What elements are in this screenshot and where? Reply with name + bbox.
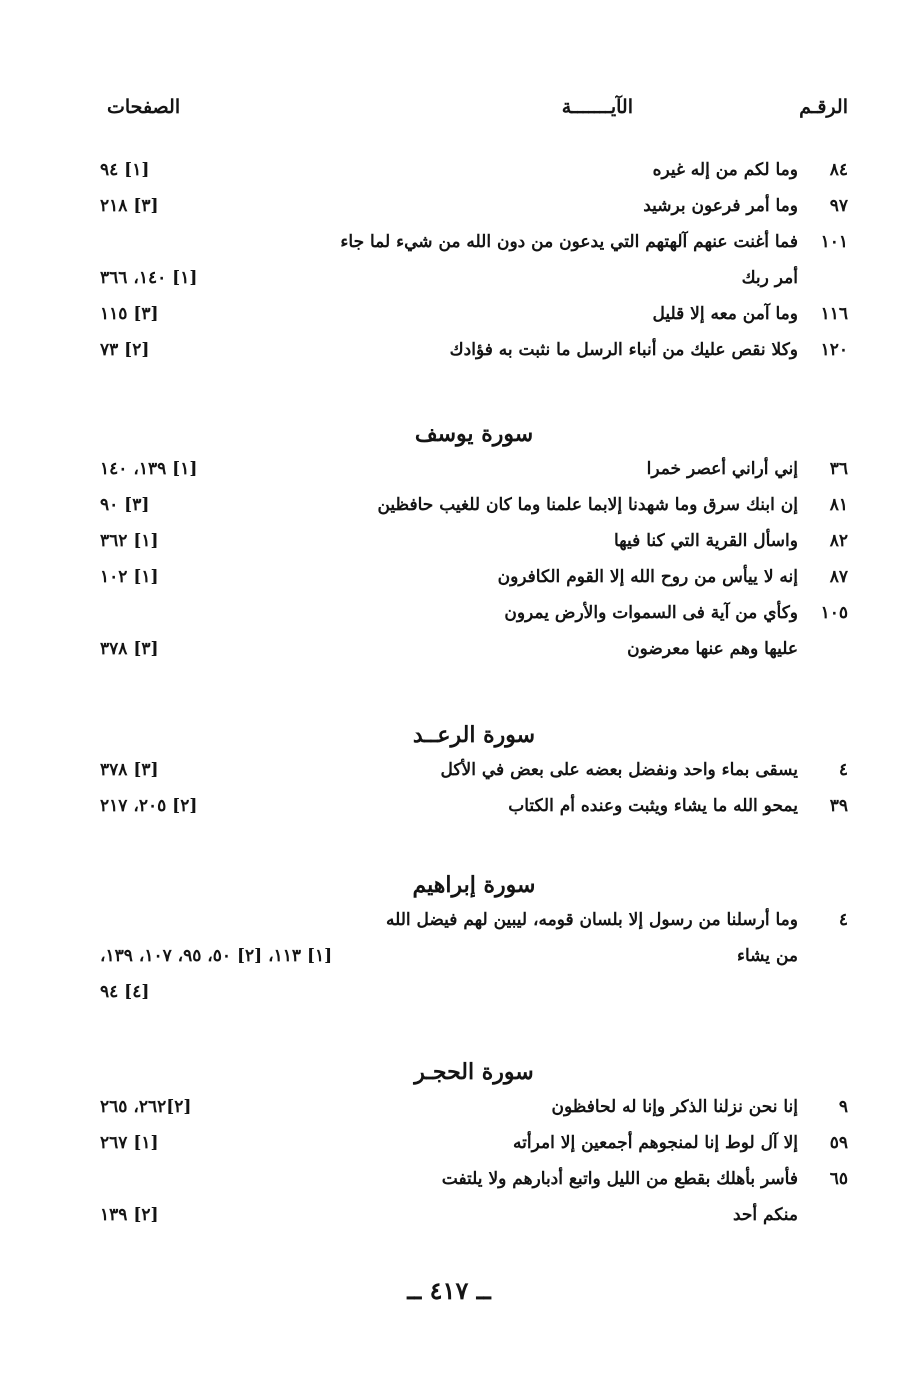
verse-number: ٨٢: [829, 531, 848, 551]
verse-entry: [0, 1125, 918, 1161]
header-verse-label: الآيـــــــة: [561, 96, 633, 118]
verse-number: ١٢٠: [820, 340, 848, 360]
verse-text: واسأل القرية التي كنا فيها: [614, 531, 798, 551]
verse-entry: [0, 487, 918, 523]
verse-number: ٨١: [829, 495, 848, 515]
page-reference: [٢] ٧٣: [100, 340, 150, 360]
page-reference: [١] ١٤٠، ٣٦٦: [100, 268, 198, 288]
page-reference: [١] ٣٦٢: [100, 531, 159, 551]
header-pages-label: الصفحات: [107, 96, 181, 118]
section-surah-yusuf: [0, 417, 918, 667]
verse-entry: [0, 451, 918, 487]
section-surah-rad: [0, 718, 918, 824]
verse-text: فأسر بأهلك بقطع من الليل واتبع أدبارهم ولا يلتفت: [441, 1169, 798, 1189]
verse-entry: [0, 188, 918, 224]
verse-entry: [0, 332, 918, 368]
verse-text: إن ابنك سرق وما شهدنا إلابما علمنا وما كان للغيب حافظين: [377, 495, 798, 515]
verse-entry: [0, 559, 918, 595]
page-reference: [٢] ٢٠٥، ٢١٧: [100, 796, 198, 816]
verse-text-continuation: منكم أحد: [732, 1205, 798, 1225]
verse-text: إنه لا ييأس من روح الله إلا القوم الكافرون: [497, 567, 798, 587]
verse-entry: [0, 224, 918, 296]
verse-number: ٣٩: [829, 796, 848, 816]
verse-text: إنا نحن نزلنا الذكر وإنا له لحافظون: [551, 1097, 798, 1117]
section-previous-surah: [0, 152, 918, 368]
page-reference: [٣] ٢١٨: [100, 196, 159, 216]
verse-text: إلا آل لوط إنا لمنجوهم أجمعين إلا امرأته: [513, 1133, 798, 1153]
verse-entry: [0, 902, 918, 1010]
verse-text: يسقى بماء واحد ونفضل بعضه على بعض في الأكل: [440, 760, 798, 780]
header-number-label: الرقـم: [799, 96, 848, 118]
verse-number: ٣٦: [829, 459, 848, 479]
verse-number: ١٠٥: [820, 603, 848, 623]
verse-entry: [0, 788, 918, 824]
verse-text: وكلا نقص عليك من أنباء الرسل ما نثبت به فؤادك: [449, 340, 798, 360]
page-reference: [١] ٢٦٧: [100, 1133, 159, 1153]
verse-text: وما آمن معه إلا قليل: [652, 304, 798, 324]
verse-text: فما أغنت عنهم آلهتهم التي يدعون من دون الله من شيء لما جاء: [340, 232, 798, 252]
verse-entry: [0, 1089, 918, 1125]
verse-entry: [0, 1161, 918, 1233]
verse-number: ١٠١: [820, 232, 848, 252]
verse-entry: [0, 523, 918, 559]
verse-text-continuation: عليها وهم عنها معرضون: [627, 639, 798, 659]
page-number: ــ ٤١٧ ــ: [407, 1276, 491, 1305]
surah-title: سورة الرعــد: [412, 722, 536, 748]
verse-text-continuation: من يشاء: [736, 946, 798, 966]
verse-entry: [0, 595, 918, 667]
verse-entry: [0, 152, 918, 188]
page-reference: [١] ٩٤: [100, 160, 150, 180]
section-surah-ibrahim: [0, 868, 918, 1010]
verse-number: ٦٥: [829, 1169, 848, 1189]
page-reference: [٣] ٣٧٨: [100, 760, 159, 780]
page-reference: [٣] ٩٠: [100, 495, 150, 515]
surah-title: سورة الحجـر: [414, 1059, 534, 1085]
page-reference: [٣] ١١٥: [100, 304, 159, 324]
page-reference: [١] ١١٣، [٢] ٥٠، ٩٥، ١٠٧، ١٣٩،: [100, 946, 333, 966]
verse-text: وما أمر فرعون برشيد: [643, 196, 798, 216]
verse-number: ١١٦: [820, 304, 848, 324]
verse-entry: [0, 752, 918, 788]
verse-text: وما لكم من إله غيره: [652, 160, 798, 180]
verse-number: ٥٩: [829, 1133, 848, 1153]
page-reference: [١] ١٣٩، ١٤٠: [100, 459, 198, 479]
verse-number: ٩٧: [829, 196, 848, 216]
verse-text: يمحو الله ما يشاء ويثبت وعنده أم الكتاب: [508, 796, 798, 816]
verse-number: ٨٤: [829, 160, 848, 180]
page-reference-continuation: [٤] ٩٤: [100, 982, 150, 1002]
verse-number: ٤: [838, 760, 848, 780]
verse-entry: [0, 296, 918, 332]
verse-text-continuation: أمر ربك: [741, 268, 798, 288]
verse-text: وكأي من آية فى السموات والأرض يمرون: [504, 603, 798, 623]
page-reference: [٢]٢٦٢، ٢٦٥: [100, 1097, 192, 1117]
verse-number: ٩: [838, 1097, 848, 1117]
surah-title: سورة يوسف: [414, 421, 534, 447]
verse-text: إني أراني أعصر خمرا: [646, 459, 798, 479]
page-reference: [٣] ٣٧٨: [100, 639, 159, 659]
section-surah-hijr: [0, 1055, 918, 1233]
page-reference: [٢] ١٣٩: [100, 1205, 159, 1225]
verse-text: وما أرسلنا من رسول إلا بلسان قومه، ليبين لهم فيضل الله: [385, 910, 798, 930]
verse-number: ٤: [838, 910, 848, 930]
surah-title: سورة إبراهيم: [412, 872, 536, 898]
verse-number: ٨٧: [829, 567, 848, 587]
column-header: [0, 96, 918, 126]
page-reference: [١] ١٠٢: [100, 567, 159, 587]
